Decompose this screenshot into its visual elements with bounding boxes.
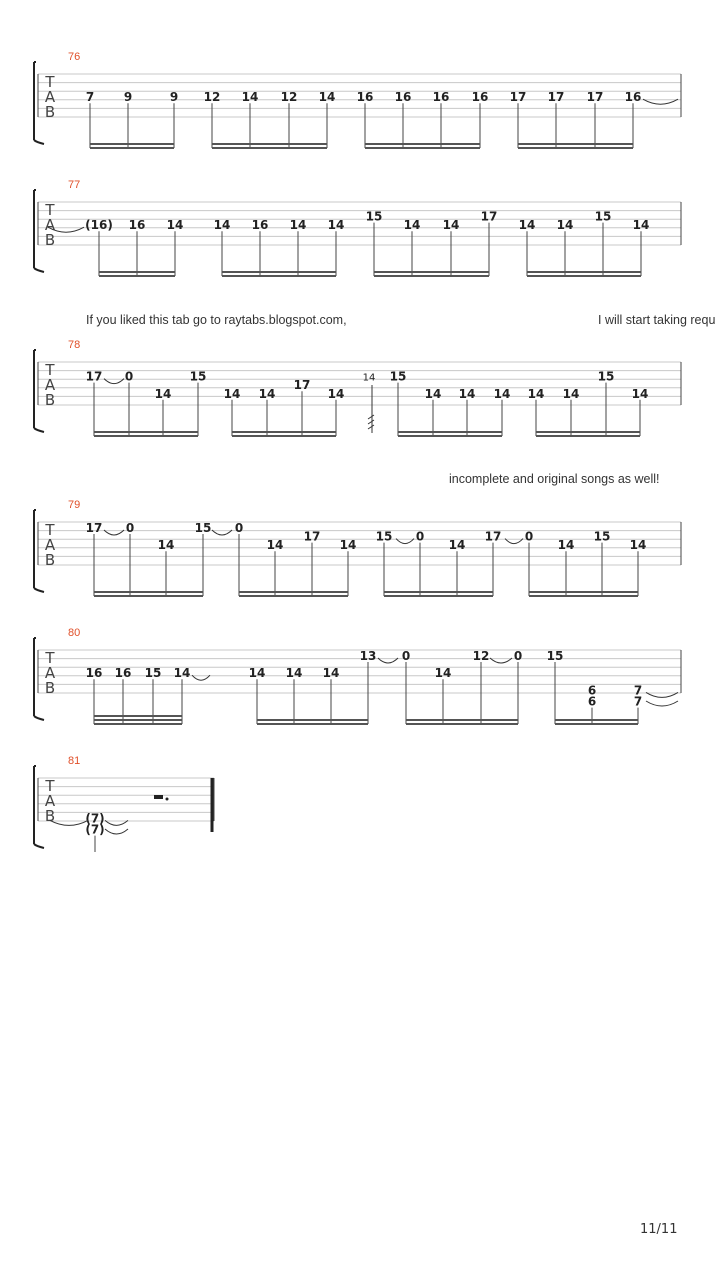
fret-number: 9 [123,90,133,105]
fret-number: 16 [356,90,374,105]
tab-clef-letter: B [44,679,56,697]
fret-number: (16) [85,218,113,233]
fret-number: 16 [251,218,269,233]
fret-number: 13 [359,649,377,663]
tab-clef-letter: A [44,376,56,394]
fret-number: 17 [547,90,565,105]
fret-number: 14 [632,218,650,233]
fret-number: 14 [448,538,466,553]
fret-number: 14 [631,386,649,401]
fret-number: 17 [586,90,604,105]
fret-number: 15 [594,209,612,224]
fret-number: 17 [484,529,502,544]
measure-number: 77 [68,179,81,191]
tab-clef-letter: B [44,103,56,121]
tremolo-mark [368,385,374,433]
fret-number: 16 [128,218,146,233]
fret-number: 14 [157,538,175,553]
fret-number: 17 [509,90,527,105]
fret-number: 14 [241,90,259,105]
fret-number: 14 [258,386,276,401]
rest-dot [166,798,169,801]
fret-number: 16 [624,90,642,105]
tab-system-5 [34,627,681,724]
fret-number: 0 [415,529,425,544]
fret-number: 16 [471,90,489,105]
fret-number: 14 [556,218,574,233]
grace-note: 14 [362,372,376,384]
fret-number: 17 [303,529,321,544]
fret-number: 15 [593,529,611,544]
fret-number: 15 [365,209,383,224]
fret-number: 14 [154,386,172,401]
fret-number: 14 [166,218,184,233]
fret-number: 7 [633,683,643,698]
tab-clef-letter: T [45,73,55,91]
fret-number: 14 [327,218,345,233]
fret-number: 0 [124,369,134,384]
fret-number: 12 [280,90,298,105]
tab-clef-letter: T [45,649,55,667]
fret-number: 17 [480,209,498,224]
fret-number: 14 [493,386,511,401]
fret-number: 16 [432,90,450,105]
tab-clef-letter: T [45,521,55,539]
fret-number: 14 [223,386,241,401]
measure-number: 79 [68,499,81,511]
tab-clef-letter: A [44,88,56,106]
fret-number: 15 [546,649,564,663]
fret-number: 9 [169,90,179,105]
half-rest [154,795,163,799]
page-number: 11/11 [640,1222,678,1237]
fret-number: 0 [125,521,135,535]
fret-number: 14 [248,666,266,681]
fret-number: 14 [173,666,191,681]
fret-number: 6 [587,683,597,698]
fret-number: 12 [203,90,221,105]
tab-clef-letter: B [44,551,56,569]
fret-number: 0 [401,649,411,663]
tab-clef-letter: T [45,361,55,379]
tab-clef-letter: B [44,807,56,825]
tab-clef-letter: B [44,231,56,249]
fret-number: 14 [327,386,345,401]
fret-number: 14 [424,386,442,401]
fret-number: 16 [114,666,132,681]
fret-number: 14 [629,538,647,553]
fret-number: 15 [144,666,162,681]
tab-system-3 [34,339,681,436]
fret-number: 6 [587,694,597,709]
measure-number: 76 [68,51,81,63]
fret-number: 14 [322,666,340,681]
tab-clef-letter: T [45,201,55,219]
tab-clef-letter: A [44,536,56,554]
fret-number: 14 [562,386,580,401]
annotation-text: I will start taking requ [598,313,716,327]
measure-number: 78 [68,339,81,351]
fret-number: 15 [194,521,212,535]
fret-number: 17 [85,369,103,384]
fret-number: 7 [633,694,643,709]
fret-number: 14 [442,218,460,233]
tab-clef-letter: B [44,391,56,409]
fret-number: 16 [85,666,103,681]
fret-number: 14 [403,218,421,233]
fret-number: 14 [527,386,545,401]
fret-number: 14 [289,218,307,233]
fret-number: 14 [266,538,284,553]
fret-number: 15 [375,529,393,544]
fret-number: 12 [472,649,490,663]
tab-clef-letter: A [44,792,56,810]
fret-number: (7) [85,822,105,837]
fret-number: 14 [285,666,303,681]
fret-number: 14 [339,538,357,553]
fret-number: 15 [597,369,615,384]
fret-number: 14 [518,218,536,233]
fret-number: 17 [85,521,103,535]
measure-number: 81 [68,755,81,767]
fret-number: 14 [434,666,452,681]
fret-number: 15 [189,369,207,384]
fret-number: 7 [85,90,95,105]
tie-arc [646,701,678,706]
fret-number: 14 [557,538,575,553]
tab-system-6 [34,755,214,852]
annotation-text: incomplete and original songs as well! [449,472,660,486]
fret-number: 15 [389,369,407,384]
fret-number: 14 [318,90,336,105]
tie-arc [105,829,128,834]
tab-system-4 [34,499,681,596]
fret-number: 0 [524,529,534,544]
tab-clef-letter: A [44,216,56,234]
fret-number: 16 [394,90,412,105]
fret-number: 14 [213,218,231,233]
fret-number: 0 [234,521,244,535]
fret-number: 14 [458,386,476,401]
tab-clef-letter: A [44,664,56,682]
measure-number: 80 [68,627,81,639]
annotation-text: If you liked this tab go to raytabs.blogspot.com, [86,313,347,327]
fret-number: 0 [513,649,523,663]
tab-system-2 [34,179,681,276]
tab-clef-letter: T [45,777,55,795]
tab-system-1 [34,51,681,148]
fret-number: 17 [293,378,311,393]
fret-number: (7) [85,811,105,826]
